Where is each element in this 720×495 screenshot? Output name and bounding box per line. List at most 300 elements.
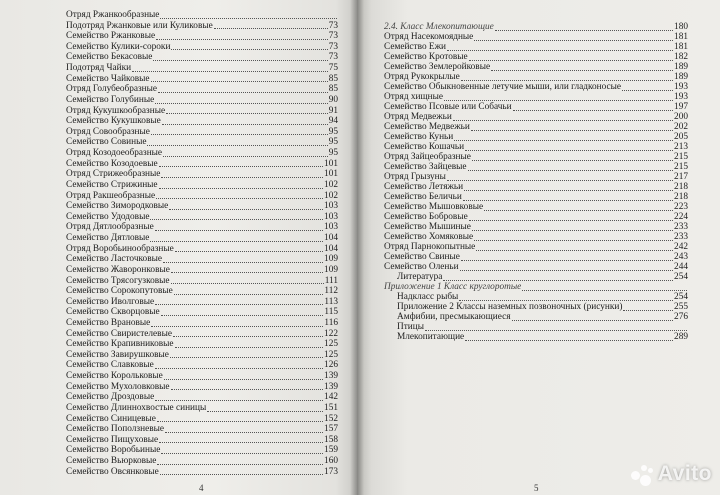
left-toc-entry (66, 137, 338, 148)
entry-page-number: 276 (674, 312, 688, 322)
entry-page-number: 197 (674, 102, 688, 112)
right-toc-entry (384, 182, 688, 193)
entry-page-number: 91 (328, 105, 338, 116)
entry-title: Семейство Удодовые (66, 211, 150, 222)
entry-page-number: 159 (324, 445, 338, 456)
entry-title: Семейство Землеройковые (384, 62, 491, 72)
left-toc-entry (66, 360, 338, 371)
left-toc (0, 0, 357, 495)
right-toc-entry (384, 242, 688, 253)
entry-page-number: 151 (324, 402, 338, 413)
entry-page-number: 95 (328, 137, 338, 148)
entry-title: Семейство Мышовковые (384, 202, 484, 212)
right-toc-entry (384, 52, 688, 63)
entry-title: Семейство Славковые (66, 360, 154, 371)
right-toc-entry (397, 272, 688, 283)
dot-leader (150, 240, 323, 242)
left-toc-entry (66, 42, 338, 53)
entry-title: Приложение 1 Класс круглоротые (384, 282, 522, 292)
entry-page-number: 244 (674, 262, 688, 272)
entry-page-number: 85 (328, 84, 338, 95)
dot-leader (155, 303, 323, 305)
right-toc-entry (384, 202, 688, 213)
dot-leader (147, 144, 327, 146)
dot-leader (153, 59, 327, 61)
entry-title: Отряд Парнокопытные (384, 242, 476, 252)
dot-leader (443, 279, 673, 281)
entry-page-number: 218 (674, 182, 688, 192)
right-toc (357, 0, 720, 495)
entry-page-number: 113 (324, 296, 338, 307)
dot-leader (465, 339, 673, 341)
dot-leader (444, 99, 673, 101)
dot-leader (465, 149, 673, 151)
entry-page-number: 218 (674, 192, 688, 202)
entry-title: Семейство Пищуховые (66, 434, 159, 445)
entry-title: Семейство Беличьи (384, 192, 462, 202)
entry-title: Отряд Медвежьи (384, 112, 452, 122)
left-toc-entry (66, 31, 338, 42)
entry-title: Отряд Ржанкообразные (66, 10, 160, 20)
right-toc-entry (384, 192, 688, 203)
entry-title: Семейство Сорокопутовые (66, 286, 173, 297)
entry-page-number: 73 (328, 41, 338, 52)
dot-leader (157, 420, 323, 422)
right-toc-entry (384, 222, 688, 233)
dot-leader (459, 299, 673, 301)
dot-leader (160, 473, 323, 475)
dot-leader (155, 367, 323, 369)
right-toc-entry (384, 72, 688, 83)
entry-title: Отряд Совообразные (66, 126, 150, 137)
entry-title: Семейство Стрижиные (66, 179, 158, 190)
dot-leader (160, 17, 337, 19)
left-toc-entry (66, 191, 338, 202)
left-toc-entry (66, 52, 338, 63)
left-toc-entry (66, 371, 338, 382)
dot-leader (622, 89, 673, 91)
entry-title: Семейство Трясогузковые (66, 275, 170, 286)
left-toc-entry (66, 403, 338, 414)
entry-page-number: 104 (324, 243, 338, 254)
dot-leader (166, 112, 328, 114)
dot-leader (159, 165, 323, 167)
dot-leader (155, 229, 323, 231)
entry-title: Подотряд Чайки (66, 63, 132, 74)
right-toc-entry (384, 62, 688, 73)
entry-page-number: 90 (328, 94, 338, 105)
entry-page-number: 217 (674, 172, 688, 182)
right-toc-entry (384, 102, 688, 113)
dot-leader (214, 27, 328, 29)
entry-page-number: 181 (674, 42, 688, 52)
left-toc-entry (66, 159, 338, 170)
entry-page-number: 142 (324, 392, 338, 403)
entry-title: Семейство Ласточковые (66, 254, 162, 265)
entry-title: Отряд Ракшеобразные (66, 190, 156, 201)
dot-leader (173, 335, 323, 337)
dot-leader (472, 229, 673, 231)
dot-leader (468, 169, 674, 171)
entry-title: Семейство Голубиные (66, 94, 155, 105)
entry-title: Семейство Псовые или Собачьи (384, 102, 512, 112)
dot-leader (159, 441, 323, 443)
left-toc-entry (66, 265, 338, 276)
entry-title: Семейство Бекасовые (66, 52, 153, 63)
dot-leader (495, 29, 673, 31)
entry-title: Семейство Козодоевые (66, 158, 158, 169)
entry-title: Семейство Обыкновенные летучие мыши, или гладконосые (384, 82, 622, 92)
entry-title: Семейство Овсянковые (66, 466, 159, 477)
dot-leader (491, 69, 673, 71)
entry-title: Семейство Свиные (384, 252, 460, 262)
entry-title: Семейство Ежи (384, 42, 446, 52)
entry-title: Семейство Чайковые (66, 73, 150, 84)
entry-page-number: 75 (328, 63, 338, 74)
avito-watermark (631, 462, 712, 486)
dot-leader (171, 271, 323, 273)
entry-page-number: 157 (324, 424, 338, 435)
left-toc-entry (66, 84, 338, 95)
right-toc-entry (397, 302, 688, 313)
right-toc-entry (384, 32, 688, 43)
dot-leader (476, 249, 673, 251)
entry-title: Надкласс рыбы (397, 292, 459, 302)
entry-title: Семейство Иволговые (66, 296, 155, 307)
entry-page-number: 215 (674, 162, 688, 172)
entry-title: Семейство Медвежьи (384, 122, 470, 132)
dot-leader (159, 187, 324, 189)
dot-leader (175, 346, 324, 348)
entry-title: 2.4. Класс Млекопитающие (384, 22, 494, 32)
right-toc-entry (384, 122, 688, 133)
entry-title: Семейство Кулики-сороки (66, 41, 171, 52)
entry-page-number: 94 (328, 116, 338, 127)
watermark-text: Avito (657, 462, 712, 485)
dot-leader (207, 410, 323, 412)
entry-title: Семейство Летяжьи (384, 182, 464, 192)
entry-page-number: 126 (324, 360, 338, 371)
entry-title: Семейство Крапивниковые (66, 339, 174, 350)
entry-page-number: 139 (324, 371, 338, 382)
dot-leader (472, 159, 673, 161)
dot-leader (161, 176, 323, 178)
entry-title: Отряд Дятлообразные (66, 222, 154, 233)
entry-page-number: 122 (324, 328, 338, 339)
entry-page-number: 254 (674, 292, 688, 302)
dot-leader (469, 59, 673, 61)
left-toc-entry (66, 106, 338, 117)
dot-leader (156, 38, 328, 40)
dot-leader (151, 133, 328, 135)
dot-leader (151, 80, 328, 82)
entry-page-number: 152 (324, 413, 338, 424)
left-toc-entry (66, 329, 338, 340)
left-toc-entry (66, 222, 338, 233)
left-toc-entry (66, 201, 338, 212)
left-toc-entry (66, 382, 338, 393)
entry-title: Отряд Рукокрылые (384, 72, 460, 82)
entry-title: Семейство Мухоловковые (66, 381, 170, 392)
dot-leader (165, 431, 323, 433)
left-toc-entry (66, 456, 338, 467)
entry-title: Семейство Синицевые (66, 413, 156, 424)
entry-page-number: 103 (324, 211, 338, 222)
entry-title: Семейство Скворцовые (66, 307, 160, 318)
entry-page-number: 254 (674, 272, 688, 282)
dot-leader (474, 239, 673, 241)
entry-title: Семейство Врановые (66, 317, 151, 328)
left-toc-entry (66, 445, 338, 456)
dot-leader (171, 282, 324, 284)
entry-page-number: 289 (674, 332, 688, 342)
dot-leader (447, 49, 673, 51)
dot-leader (155, 102, 327, 104)
entry-page-number: 73 (328, 20, 338, 31)
left-toc-entry (66, 435, 338, 446)
entry-title: Отряд Козодоеобразные (66, 148, 163, 159)
left-toc-entry (66, 286, 338, 297)
dot-leader (164, 378, 323, 380)
entry-page-number: 243 (674, 252, 688, 262)
entry-page-number: 101 (324, 169, 338, 180)
entry-title: Семейство Воробьиные (66, 445, 161, 456)
right-toc-entry (384, 232, 688, 243)
entry-page-number: 109 (324, 254, 338, 265)
dot-leader (461, 79, 673, 81)
dot-leader (464, 189, 673, 191)
left-toc-entry (66, 10, 338, 21)
left-toc-entry (66, 307, 338, 318)
dot-leader (155, 399, 323, 401)
right-toc-entry (397, 332, 688, 343)
entry-page-number: 95 (328, 126, 338, 137)
entry-page-number: 112 (324, 286, 338, 297)
left-toc-entry (66, 95, 338, 106)
entry-title: Семейство Хомяковые (384, 232, 474, 242)
dot-leader (157, 463, 323, 465)
entry-title: Отряд хищные (384, 92, 443, 102)
dot-leader (469, 219, 673, 221)
left-toc-entry (66, 392, 338, 403)
dot-leader (623, 309, 673, 311)
dot-leader (163, 261, 323, 263)
right-toc-entry (384, 22, 688, 33)
entry-page-number: 215 (674, 152, 688, 162)
dot-leader (161, 452, 323, 454)
entry-title: Семейство Зимородковые (66, 201, 169, 212)
entry-page-number: 95 (328, 148, 338, 159)
entry-title: Семейство Совиные (66, 137, 147, 148)
entry-title: Семейство Свиристелевые (66, 328, 172, 339)
entry-page-number: 111 (324, 275, 338, 286)
entry-page-number: 85 (328, 73, 338, 84)
entry-title: Отряд Грызуны (384, 172, 446, 182)
entry-page-number: 102 (324, 179, 338, 190)
entry-page-number: 104 (324, 233, 338, 244)
left-toc-entry (66, 318, 338, 329)
entry-title: Отряд Кукушкообразные (66, 105, 166, 116)
right-toc-entry (384, 42, 688, 53)
dot-leader (161, 314, 324, 316)
right-toc-entry (384, 152, 688, 163)
dot-leader (150, 218, 323, 220)
entry-title: Семейство Зайцевые (384, 162, 467, 172)
entry-page-number: 189 (674, 72, 688, 82)
entry-page-number: 255 (674, 302, 688, 312)
dot-leader (425, 329, 687, 331)
entry-page-number: 116 (324, 317, 338, 328)
dot-leader (162, 123, 328, 125)
right-toc-entry (397, 312, 688, 323)
dot-leader (460, 269, 673, 271)
entry-page-number: 180 (674, 22, 688, 32)
entry-title: Семейство Поползневые (66, 424, 164, 435)
entry-title: Отряд Стрижеобразные (66, 169, 161, 180)
left-toc-entry (66, 467, 338, 478)
entry-page-number: 233 (674, 222, 688, 232)
dot-leader (453, 119, 673, 121)
entry-title: Семейство Куньи (384, 132, 454, 142)
entry-title: Птицы (397, 322, 424, 332)
entry-title: Семейство Длиннохвостые синицы (66, 402, 207, 413)
dot-leader (513, 109, 673, 111)
entry-title: Отряд Зайцеобразные (384, 152, 471, 162)
entry-page-number: 202 (674, 122, 688, 132)
right-toc-entry (384, 172, 688, 183)
right-toc-entry (384, 82, 688, 93)
left-toc-entry (66, 254, 338, 265)
dot-leader (158, 91, 328, 93)
entry-page-number: 125 (324, 339, 338, 350)
entry-page-number: 73 (328, 31, 338, 42)
dot-leader (512, 319, 674, 321)
entry-page-number: 182 (674, 52, 688, 62)
entry-title: Семейство Вьюрковые (66, 456, 157, 467)
entry-title: Отряд Насекомоядные (384, 32, 474, 42)
left-toc-entry (66, 74, 338, 85)
left-toc-entry (66, 350, 338, 361)
right-toc-entry (384, 142, 688, 153)
left-page-number: 4 (199, 483, 204, 493)
left-toc-entry (66, 276, 338, 287)
entry-page-number: 233 (674, 232, 688, 242)
entry-page-number: 242 (674, 242, 688, 252)
dot-leader (471, 129, 673, 131)
entry-title: Семейство Завирушковые (66, 349, 169, 360)
entry-page-number: 158 (324, 434, 338, 445)
entry-page-number: 193 (674, 82, 688, 92)
entry-title: Амфибии, пресмыкающиеся (397, 312, 511, 322)
entry-page-number: 103 (324, 222, 338, 233)
dot-leader (175, 250, 323, 252)
entry-page-number: 101 (324, 158, 338, 169)
entry-page-number: 224 (674, 212, 688, 222)
entry-title: Литература (397, 272, 443, 282)
left-toc-entry (66, 424, 338, 435)
left-toc-entry (66, 63, 338, 74)
dot-leader (171, 48, 327, 50)
right-page-number: 5 (534, 483, 539, 493)
left-toc-entry (66, 127, 338, 138)
left-toc-entry (66, 414, 338, 425)
entry-page-number: 173 (324, 466, 338, 477)
entry-page-number: 189 (674, 62, 688, 72)
dot-leader (151, 325, 323, 327)
left-toc-entry (66, 244, 338, 255)
entry-page-number: 200 (674, 112, 688, 122)
right-toc-entry (384, 162, 688, 173)
dot-leader (132, 70, 328, 72)
right-toc-entry (384, 282, 688, 293)
entry-page-number: 160 (324, 456, 338, 467)
right-toc-entry (384, 262, 688, 273)
right-page (357, 0, 720, 495)
entry-page-number: 205 (674, 132, 688, 142)
right-toc-entry (384, 252, 688, 263)
entry-page-number: 193 (674, 92, 688, 102)
left-page (0, 0, 357, 495)
dot-leader (461, 259, 673, 261)
dot-leader (163, 155, 328, 157)
left-toc-entry (66, 116, 338, 127)
entry-title: Приложение 2 Классы наземных позвоночных (рисунки) (397, 302, 623, 312)
entry-title: Семейство Оленьи (384, 262, 459, 272)
entry-title: Семейство Кротовые (384, 52, 468, 62)
dot-leader (170, 356, 323, 358)
entry-title: Семейство Ржанковые (66, 31, 156, 42)
dot-leader (454, 139, 673, 141)
entry-page-number: 223 (674, 202, 688, 212)
left-toc-entry (66, 169, 338, 180)
dot-leader (169, 208, 323, 210)
entry-page-number: 115 (324, 307, 338, 318)
left-toc-entry (66, 339, 338, 350)
left-toc-entry (66, 180, 338, 191)
left-toc-entry (66, 297, 338, 308)
right-toc-entry (384, 112, 688, 123)
entry-page-number: 102 (324, 190, 338, 201)
dot-leader (474, 39, 673, 41)
avito-logo-icon (631, 463, 655, 485)
dot-leader (522, 289, 687, 291)
entry-title: Семейство Мышиные (384, 222, 471, 232)
left-toc-entry (66, 233, 338, 244)
entry-title: Отряд Голубеобразные (66, 84, 158, 95)
entry-title: Семейство Корольковые (66, 371, 163, 382)
dot-leader (171, 388, 323, 390)
dot-leader (463, 199, 673, 201)
dot-leader (174, 293, 324, 295)
entry-page-number: 125 (324, 349, 338, 360)
right-toc-entry (397, 292, 688, 303)
entry-title: Семейство Кукушковые (66, 116, 161, 127)
right-toc-entry (384, 212, 688, 223)
entry-title: Семейство Дроздовые (66, 392, 155, 403)
entry-title: Подотряд Ржанковые или Куликовые (66, 20, 213, 31)
entry-title: Отряд Воробьинообразные (66, 243, 174, 254)
entry-title: Семейство Бобровые (384, 212, 468, 222)
dot-leader (447, 179, 673, 181)
entry-title: Семейство Кошачьи (384, 142, 465, 152)
right-toc-entry (384, 92, 688, 103)
right-toc-entry (397, 322, 688, 333)
entry-page-number: 181 (674, 32, 688, 42)
entry-title: Млекопитающие (397, 332, 465, 342)
dot-leader (156, 197, 323, 199)
entry-title: Семейство Дятловые (66, 233, 150, 244)
left-toc-entry (66, 212, 338, 223)
